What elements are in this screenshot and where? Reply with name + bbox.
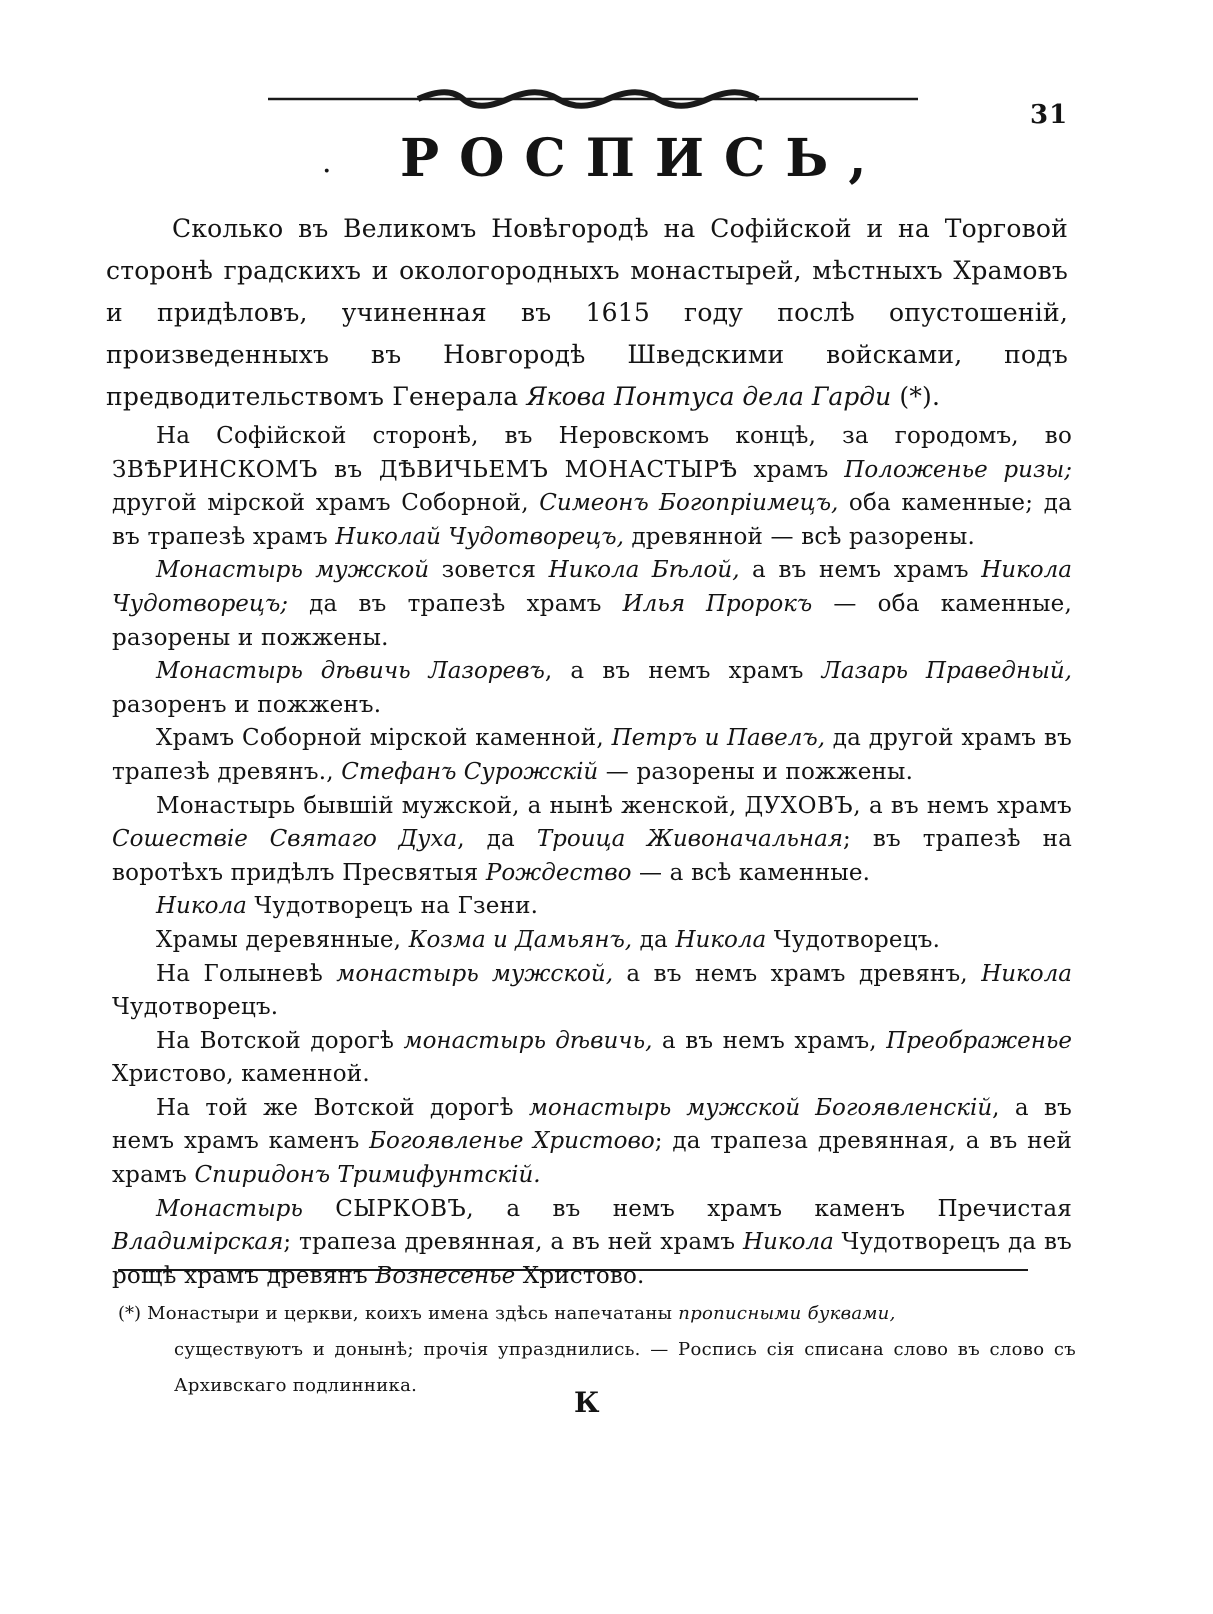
church-name: Вознесенье — [375, 1262, 516, 1289]
page-title: РОСПИСЬ, — [400, 128, 887, 189]
entry-dukhov — [112, 790, 1072, 891]
footnote-divider — [118, 1269, 1028, 1271]
church-name: Троица Живоначальная — [536, 826, 844, 853]
entry-text: Христово, каменной. — [112, 1061, 370, 1088]
monastery-name: СЫРКОВЪ, — [335, 1195, 475, 1222]
church-name: Никола — [981, 960, 1072, 987]
church-name: Преображенье — [886, 1027, 1073, 1054]
entry-gzen — [112, 890, 1072, 924]
monastery-name: Монастырь дѣвичь Лазоревъ — [156, 658, 545, 685]
entry-text: — оба каменные, разорены и пожжены. — [112, 590, 1072, 651]
monastery-name: ДУХОВЪ, — [744, 792, 862, 819]
entry-petr-pavel — [112, 722, 1072, 789]
entry-text: да въ трапезѣ храмъ — [309, 590, 602, 617]
entry-text: а въ немъ храмъ каменъ Пречистая — [506, 1195, 1073, 1222]
entry-text: , да — [457, 826, 515, 853]
entry-text: Храмы деревянные, — [156, 926, 402, 953]
entry-text: Христово. — [522, 1262, 645, 1289]
monastery-name: Монастырь — [156, 1195, 303, 1222]
entry-nikola-belyi — [112, 554, 1072, 655]
entry-text: да — [639, 926, 668, 953]
entry-text: ; въ трапезѣ на воротѣхъ придѣлъ Пресвятыя — [112, 826, 1073, 886]
entry-text: а въ немъ храмъ — [752, 557, 969, 584]
entry-text: На той же Вотской дорогѣ — [156, 1094, 514, 1121]
church-name: Петръ и Павелъ, — [611, 725, 826, 752]
entry-text: , а въ немъ храмъ — [544, 658, 804, 685]
entry-votskaya-devich — [112, 1025, 1072, 1092]
entry-syrkov — [112, 1193, 1072, 1294]
entry-text: ; да трапеза древянная, а въ ней храмъ — [112, 1128, 1072, 1189]
entry-text: — разорены и пожжены. — [605, 758, 914, 785]
entry-text: ; трапеза древянная, а въ ней храмъ — [283, 1229, 736, 1256]
entry-text: да другой храмъ въ трапезѣ древянъ., — [112, 725, 1072, 785]
church-name: Симеонъ Богопріимецъ, — [539, 490, 839, 517]
church-name: Сошествіе Святаго Духа — [112, 826, 458, 853]
header-ornament — [268, 88, 918, 110]
entry-text: древянной — всѣ разорены. — [631, 523, 975, 550]
entry-text: храмъ — [753, 456, 829, 483]
entry-text: Чудотворецъ на Гзени. — [254, 893, 539, 920]
page-number: 31 — [1030, 100, 1069, 130]
entry-text: Чудотворецъ. — [773, 926, 941, 953]
monastery-name: монастырь дѣвичь, — [403, 1027, 653, 1054]
church-name: Рождество — [485, 859, 632, 886]
church-name: Владимірская — [112, 1229, 284, 1256]
footnote-emphasis: прописными буквами, — [678, 1303, 896, 1324]
entry-text: зовется — [441, 557, 537, 584]
entry-text: — а всѣ каменные. — [638, 859, 871, 886]
church-name: Никола — [156, 893, 247, 920]
church-name: Никола — [742, 1229, 834, 1256]
entry-lazorev — [112, 655, 1072, 722]
signature-mark: К — [574, 1386, 600, 1419]
church-name: Спиридонъ Тримифунтскій. — [194, 1162, 541, 1189]
monastery-name: ЗВѢРИНСКОМЪ въ ДѢВИЧЬЕМЪ МОНАСТЫРѢ — [112, 456, 738, 483]
entry-zverinsky — [112, 420, 1072, 554]
entry-text: Храмъ Соборной мірской каменной, — [156, 725, 604, 752]
title-dot: · — [322, 154, 332, 189]
footnote-text: существуютъ и донынѣ; прочія упразднились. — Роспись сія списана слово въ слово съ Архивскаго подлинника. — [174, 1339, 1076, 1396]
entry-text: а въ немъ храмъ, — [661, 1027, 877, 1054]
entry-bogoyavlensky — [112, 1092, 1072, 1193]
footnote-marker: (*) — [118, 1303, 142, 1324]
church-name: Козма и Дамьянъ, — [408, 926, 633, 953]
footnote-reference: (*). — [899, 382, 941, 411]
church-name: Лазарь Праведный, — [821, 658, 1072, 685]
footnote-text: Монастыри и церкви, коихъ имена здѣсь напечатаны — [147, 1303, 673, 1324]
entry-text: , а въ немъ храмъ каменъ — [112, 1094, 1072, 1155]
entry-text: а въ немъ храмъ древянъ, — [626, 960, 968, 987]
entry-golynev — [112, 958, 1072, 1025]
entry-text: а въ немъ храмъ — [869, 792, 1072, 819]
entry-text: На Вотской дорогѣ — [156, 1027, 395, 1054]
entry-kozma-damyan — [112, 924, 1072, 958]
entry-text: Монастырь бывшій мужской, а нынѣ женской, — [156, 792, 737, 819]
monastery-name: монастырь мужской, — [336, 960, 614, 987]
church-name: Никола Чудотворецъ; — [112, 557, 1072, 617]
entry-text: оба каменные; да въ трапезѣ храмъ — [112, 490, 1073, 550]
church-name: Богоявленье Христово — [369, 1128, 655, 1155]
monastery-name: монастырь мужской Богоявленскій — [528, 1094, 993, 1121]
church-name: Стефанъ Сурожскій — [341, 758, 599, 785]
church-name: Николай Чудотворецъ, — [335, 523, 624, 550]
register-body — [112, 420, 1072, 1293]
intro-lead: Сколько въ Великомъ Новѣгородѣ на Софійской и на Торговой сторонѣ градскихъ и окологородныхъ монастырей, мѣстныхъ Храмовъ и придѣловъ, учиненная въ 1615 году послѣ опустошеній, произведенныхъ въ Новгородѣ Шведскими войсками, подъ предводительствомъ Генерала — [106, 214, 1068, 411]
intro-paragraph — [106, 208, 1068, 418]
entry-text: На Голыневѣ — [156, 960, 323, 987]
church-name: Никола — [675, 926, 767, 953]
entry-text: разоренъ и пожженъ. — [112, 691, 382, 718]
monastery-name: Монастырь мужской — [156, 557, 430, 584]
monastery-name: Никола Бѣлой, — [548, 557, 740, 584]
entry-text: другой мірской храмъ Соборной, — [112, 490, 529, 517]
entry-text: Чудотворецъ да въ рощѣ храмъ древянъ — [112, 1229, 1073, 1289]
church-name: Илья Пророкъ — [622, 590, 813, 617]
entry-text: Чудотворецъ. — [112, 994, 279, 1021]
entry-text: На Софійской сторонѣ, въ Неровскомъ концѣ, за городомъ, во — [156, 423, 1072, 449]
church-name: Положенье ризы; — [844, 456, 1072, 483]
general-name: Якова Понтуса дела Гарди — [526, 382, 892, 411]
